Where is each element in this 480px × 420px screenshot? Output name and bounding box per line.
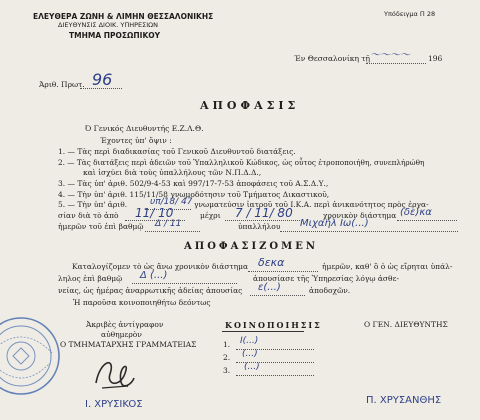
decision-rank-line bbox=[132, 283, 237, 284]
section-head-title: Ο ΤΜΗΜΑΤΑΡΧΗΣ ΓΡΑΜΜΑΤΕΙΑΣ bbox=[60, 340, 197, 349]
official-stamp-icon bbox=[0, 313, 64, 399]
notification-3-number: 3. bbox=[223, 366, 231, 375]
item-3: 3. — Τὰς ὑπ' ἀριθ. 502/9-4-53 καὶ 997/17-7-53 ἀποφάσεις τοῦ Α.Σ.Δ.Υ., bbox=[58, 179, 329, 188]
item-2: 2. — Τὰς διατάξεις περὶ ἀδειῶν τοῦ Ὑπαλληλικοῦ Κώδικος, ὡς οὗτος ἐτροποποιήθη, συνεπλήρώθη bbox=[58, 158, 425, 167]
copy-line-1: Ἀκριβὲς ἀντίγραφον bbox=[86, 320, 164, 329]
decision-line-1-end: ἡμερῶν, καθ' ὃ ὁ ὡς εἴρηται ὑπάλ- bbox=[322, 262, 453, 271]
decision-line-3: νείας, ὡς ἡμέρας ἀναρρωτικῆς ἀδείας ἀπουσίας bbox=[58, 286, 243, 295]
period-to-label: μέχρι bbox=[200, 211, 221, 220]
item-5-label: 5. — Τὴν ὑπ' ἀριθ. bbox=[58, 200, 128, 209]
item-5-text: γνωματεύσιν ἰατροῦ τοῦ Ι.Κ.Α. περὶ ἀνικανότητος πρὸς ἐργα- bbox=[194, 200, 429, 209]
handwritten-rank: Δ / 11 bbox=[155, 219, 182, 229]
employee-label: ὑπαλλήλου bbox=[238, 222, 281, 231]
handwritten-item5: υπ/18/ 47 bbox=[150, 197, 193, 207]
signer-right-name: Π. ΧΡΥΣΑΝΘΗΣ bbox=[366, 395, 442, 406]
org-department: ΔΙΕΥΘΥΝΣΙΣ ΔΙΟΙΚ. ΥΠΗΡΕΣΙΩΝ bbox=[58, 21, 159, 29]
handwritten-from-date: 11/ 10 bbox=[135, 206, 174, 220]
notifications-underline bbox=[222, 331, 304, 332]
decision-line-1: Καταλογίζομεν τὸ ὡς ἄνω χρονικὸν διάστημα bbox=[72, 262, 249, 271]
handwritten-to-date: 7 / 11/ 80 bbox=[235, 206, 293, 220]
handwritten-days: δεκα bbox=[258, 256, 285, 269]
handwritten-unpaid: ε(...) bbox=[258, 282, 281, 293]
notification-3-line bbox=[236, 375, 314, 376]
decision-line-2: ληλος ἐπὶ βαθμῷ bbox=[58, 274, 123, 283]
item-1: 1. — Τὰς περὶ διαδικασίας τοῦ Γενικοῦ Διευθυντοῦ διατάξεις. bbox=[58, 147, 296, 156]
handwritten-name: Μιχαήλ Ιω(...) bbox=[300, 218, 369, 229]
director-intro: Ό Γενικός Διευθυντής Ε.Ζ.Λ.Θ. bbox=[85, 124, 204, 133]
employee-line bbox=[280, 231, 458, 232]
handwritten-notification-2: (...) bbox=[242, 349, 258, 359]
director-title: Ο ΓΕΝ. ΔΙΕΥΘΥΝΤΗΣ bbox=[364, 320, 448, 329]
org-section: ΤΜΗΜΑ ΠΡΟΣΩΠΙΚΟΥ bbox=[69, 31, 161, 40]
protocol-label: Άριθ. Πρωτ. bbox=[39, 80, 85, 89]
copy-line-2: αὐθημερὸν bbox=[101, 330, 142, 339]
decision-line-2-end: ἀπουσίασε τῆς Ὑπηρεσίας λόγῳ ἀσθε- bbox=[253, 274, 399, 283]
notifications-title: ΚΟΙΝΟΠΟΙΗΣΙΣ bbox=[225, 320, 322, 330]
decision-days-line bbox=[248, 271, 318, 272]
org-name: ΕΛΕΥΘΕΡΑ ΖΩΝΗ & ΛΙΜΗΝ ΘΕΣΣΑΛΟΝΙΚΗΣ bbox=[33, 12, 214, 21]
item-4: 4. — Τὴν ὑπ' ἀριθ. 115/11/58 γνωμοδότησιν τοῦ Τμήματος Δικαστικοῦ, bbox=[58, 190, 330, 199]
date-line bbox=[366, 63, 426, 64]
handwritten-period: (δε)κα bbox=[400, 207, 432, 218]
signature-icon bbox=[88, 348, 138, 398]
handwritten-decision-rank: Δ (...) bbox=[140, 270, 168, 281]
decision-line-3-end: ἀποδοχῶν. bbox=[309, 286, 351, 295]
place-date-prefix: Έν Θεσσαλονίκη τῇ bbox=[294, 54, 371, 63]
notification-2-number: 2. bbox=[223, 353, 231, 362]
considering-label: Έχοντες ὑπ' ὄψιν : bbox=[100, 136, 172, 145]
period-to-line bbox=[225, 220, 300, 221]
notification-1-number: 1. bbox=[223, 340, 231, 349]
handwritten-notification-1: Ι(...) bbox=[240, 336, 259, 346]
signer-left-name: I. XPYΣIKOΣ bbox=[85, 399, 143, 410]
form-code: Υπόδειγμα Π 28 bbox=[384, 10, 436, 18]
decision-line-4: Ἡ παροῦσα κοινοποιηθήτω δεόντως bbox=[73, 298, 211, 307]
item-2-continued: καὶ ἰσχύει διὰ τοὺς ὑπαλλήλους τῶν Ν.Π.Δ.Δ., bbox=[83, 168, 262, 177]
protocol-number: 96 bbox=[92, 70, 113, 89]
decision-title: ΑΠΟΦΑΣΙΖΟΜΕΝ bbox=[184, 241, 318, 252]
rank-label: ἡμερῶν τοῦ ἐπὶ βαθμῷ bbox=[58, 222, 144, 231]
year-suffix: 196 bbox=[428, 54, 443, 63]
decision-unpaid-line bbox=[250, 295, 305, 296]
handwritten-date: 〜〜〜〜 bbox=[370, 50, 410, 61]
rank-line bbox=[145, 231, 200, 232]
period-length-label: χρονικὸν διάστημα bbox=[323, 211, 397, 220]
document-title: ΑΠΟΦΑΣΙΣ bbox=[200, 99, 300, 112]
period-from-label: σίαν διὰ τὸ ἀπὸ bbox=[58, 211, 119, 220]
period-length-line bbox=[397, 220, 457, 221]
handwritten-notification-3: (...) bbox=[244, 362, 260, 372]
